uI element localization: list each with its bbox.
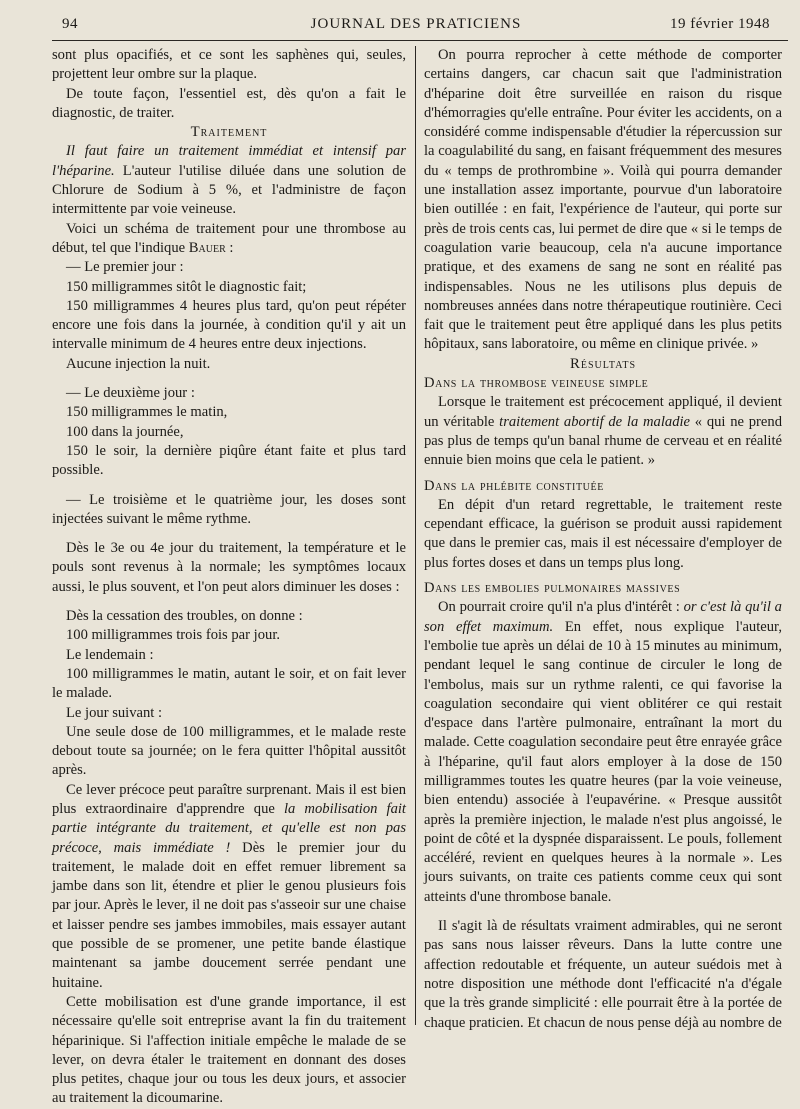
paragraph: Il s'agit là de résultats vraiment admirables, qui ne seront pas sans nous laisser rêveurs. Dans la lutte contre une affection redoutable et fréquente, un auteur suédois met à notre disposition une méthode dont l'efficacité n'a d'égale que la très grande simplicité : elle pourrait être à la portée de chaque praticien. Et chacun de nous pense déjà au nombre de <box>424 918 782 1031</box>
paragraph: Cette mobilisation est d'une grande importance, il est nécessaire qu'elle soit entreprise avant la fin du traitement héparinique. Si l'affection initiale empêche le malade de se lever, on devra étaler le traitement en donnant des doses plus petites, chaque jour ou tous les deux jours, et associer au traitement la dicoumarine. <box>52 993 406 1107</box>
text-run: On pourrait croire qu'il n'a plus d'intérêt : <box>438 599 684 616</box>
column-separator <box>415 46 416 1025</box>
dose-line: 150 milligrammes 4 heures plus tard, qu'on peut répéter encore une fois dans la journée, à condition qu'il y ait un intervalle minimum de 4 heures entre deux injections. <box>52 297 406 353</box>
text-run: Voici un schéma de traitement pour une thrombose au début, tel que l'indique <box>52 220 406 256</box>
section-heading-resultats: Résultats <box>569 355 637 372</box>
paragraph <box>52 781 406 993</box>
section-heading-traitement: Traitement <box>190 124 268 141</box>
issue-date: 19 février 1948 <box>670 16 770 32</box>
journal-title: JOURNAL DES PRATICIENS <box>310 16 522 32</box>
page-header <box>62 10 770 38</box>
author-name: Bauer <box>188 239 226 256</box>
paragraph: Le jour suivant : <box>66 704 163 721</box>
right-column <box>424 46 782 1031</box>
text-run: L'auteur l'utilise diluée dans une solution de Chlorure de Sodium à 5 %, et l'administre de façon intermittente par voie veineuse. <box>52 162 406 218</box>
day-heading: — Le premier jour : <box>66 259 184 276</box>
text-run: Dès le premier jour du traitement, le malade doit en effet remuer librement sa jambe dans son lit, étendre et plier le genou plusieurs fois par jour. Après le lever, il ne doit pas s'asseoir sur une chaise et laisser pendre ses jambes immobiles, mais essayer autant que possible de se promener, une petite bande élastique maintenant sa jambe doucement serrée pendant une huitaine. <box>52 839 406 991</box>
paragraph <box>52 220 406 259</box>
emphasis-text: traitement abortif de la maladie <box>499 413 691 430</box>
dose-line: 150 milligrammes le matin, <box>66 404 228 421</box>
text-run: : <box>225 239 234 256</box>
dose-line: Une seule dose de 100 milligrammes, et le malade reste debout toute sa journée; on le fera quitter l'hôpital aussitôt après. <box>52 723 406 779</box>
dose-line: 100 milligrammes le matin, autant le soir, et on fait lever le malade. <box>52 665 406 702</box>
paragraph <box>52 142 406 219</box>
dose-line: 150 milligrammes sitôt le diagnostic fait; <box>66 278 307 295</box>
dose-line: 100 milligrammes trois fois par jour. <box>66 627 281 644</box>
paragraph: De toute façon, l'essentiel est, dès qu'on a fait le diagnostic, de traiter. <box>52 85 406 121</box>
subheading: Dans la phlébite constituée <box>424 477 604 494</box>
subheading: Dans la thrombose veineuse simple <box>424 375 649 392</box>
text-run: Ce lever précoce peut paraître surprenant. Mais il est bien plus extraordinaire d'apprendre que <box>52 781 406 817</box>
paragraph: Dès le 3e ou 4e jour du traitement, la température et le pouls sont revenus à la normale; les symptômes locaux aussi, le plus souvent, et l'on peut alors diminuer les doses : <box>52 540 406 595</box>
day-heading: — Le deuxième jour : <box>66 385 195 402</box>
paragraph: Dès la cessation des troubles, on donne : <box>66 608 303 625</box>
emphasis-text: Il faut faire un traitement immédiat et intensif par l'héparine. <box>52 143 406 179</box>
text-run: Lorsque le traitement est précocement appliqué, il devient un véritable <box>424 394 782 430</box>
text-run: « qui ne prend pas plus de temps qu'un banal rhume de cerveau et en réalité ennuie bien moins que cela le patient. » <box>424 413 782 469</box>
paragraph: sont plus opacifiés, et ce sont les saphènes qui, seules, projettent leur ombre sur la plaque. <box>52 47 406 83</box>
text-run: En effet, nous explique l'auteur, l'embolie tue après un délai de 10 à 15 minutes au minimum, pendant lequel le sang continue de circuler le long de l'embolus, mais sur un rythme ralenti, ce qui favorise la coagulation secondaire qui vient oblitérer ce qui restait d'espace dans l'artère pulmonaire, entraînant la mort du malade. Cette coagulation secondaire peut être enrayée grâce à l'héparine, qu'il faut alors employer à la dose de 150 milligrammes toutes les quatre heures (par la voie veineuse, bien entendu) associée à l'eupavérine. « Presque aussitôt après la première injection, le malade n'est plus angoissé, le point de côté et la dyspnée disparaissent. Le pouls, follement accéléré, revient en quelques heures à la normale ». Les jours suivants, on traite ces patients comme ceux qui sont atteints d'une thrombose banale. <box>424 618 782 905</box>
paragraph: En dépit d'un retard regrettable, le traitement reste cependant efficace, la guérison se produit aussi rapidement que dans le premier cas, mais il est nécessaire d'employer de plus fortes doses et dans un temps plus long. <box>424 496 782 571</box>
dose-line: Aucune injection la nuit. <box>66 355 211 372</box>
page-number: 94 <box>62 16 78 32</box>
paragraph: — Le troisième et le quatrième jour, les doses sont injectées suivant le même rythme. <box>52 491 406 527</box>
dose-line: 150 le soir, la dernière piqûre étant faite et plus tard possible. <box>52 442 406 479</box>
paragraph: Le lendemain : <box>66 646 154 663</box>
emphasis-text: or c'est là qu'il a son effet maximum. <box>424 599 782 635</box>
paragraph <box>424 393 782 470</box>
paragraph <box>424 598 782 907</box>
left-column <box>52 46 406 1107</box>
dose-line: 100 dans la journée, <box>66 423 184 440</box>
paragraph: On pourra reprocher à cette méthode de comporter certains dangers, car chacun sait que l'administration d'héparine doit être surveillée en raison du risque d'hémorragies qu'elle entraîne. Pour éviter les accidents, on a considéré comme indispensable d'étudier la répercussion sur la coagulabilité du sang, en faisant fréquemment des mesures du « temps de prothrombine ». Voilà qui pourra demander une installation assez importante, pourvue d'un laboratoire bien outillée : en fait, l'expérience de l'auteur, qui porte sur près de trois cents cas, lui permet de dire que « si le temps de coagulation varie beaucoup, cela n'a aucune importance pratique, et des examens de sang ne sont en réalité pas indispensables. Nous ne les utilisons plus depuis de nombreuses années dans notre thérapeutique routinière. Ceci fait que le traitement peut être appliqué dans les plus petits hôpitaux, sans laboratoire, ou même en clinique privée. » <box>424 47 782 353</box>
emphasis-text: la mobilisation fait partie intégrante du traitement, et qu'elle est non pas précoce, mais immédiate ! <box>52 800 406 856</box>
subheading: Dans les embolies pulmonaires massives <box>424 580 681 597</box>
header-rule <box>52 40 788 41</box>
